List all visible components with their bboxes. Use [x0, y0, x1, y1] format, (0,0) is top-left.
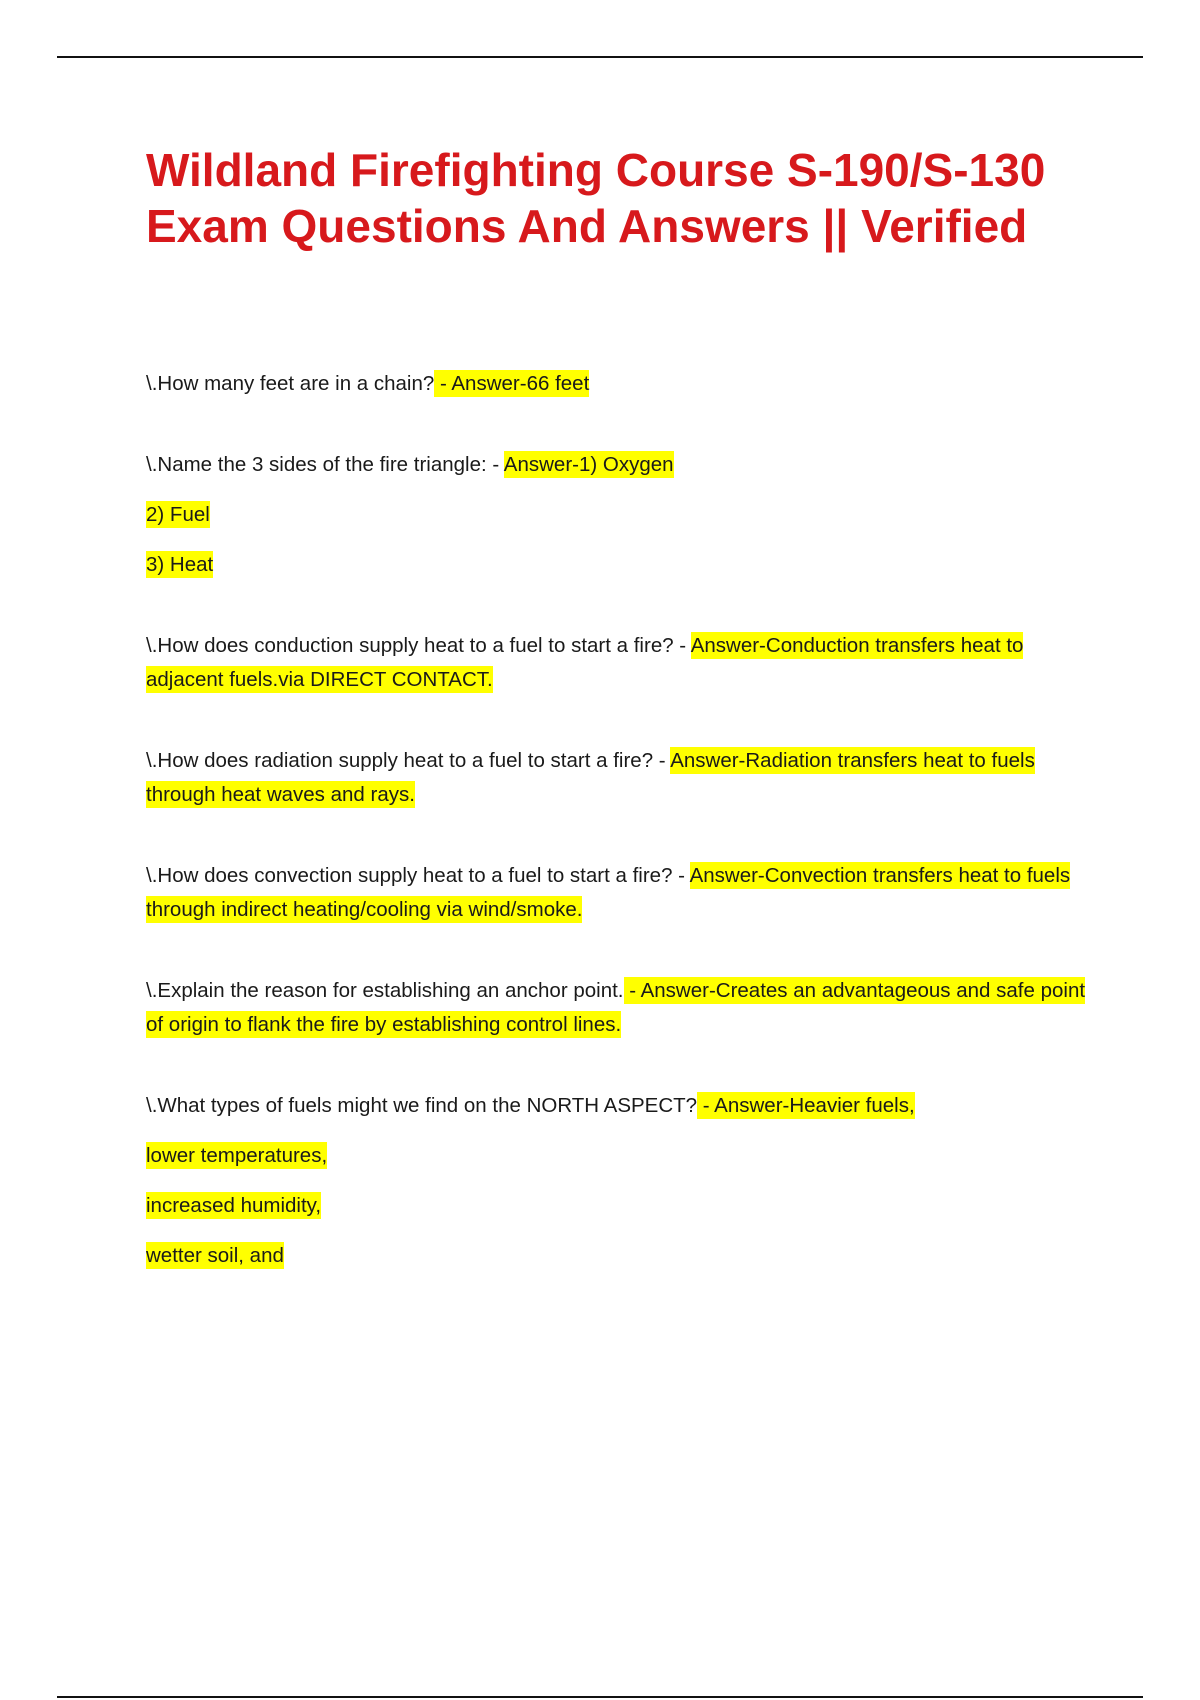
answer-continuation	[146, 1139, 1106, 1173]
qa-item	[146, 744, 1106, 812]
question-text: \.How does conduction supply heat to a fuel to start a fire? -	[146, 634, 691, 657]
header-rule	[57, 56, 1143, 58]
question-line	[146, 744, 1106, 812]
qa-item	[146, 1089, 1106, 1273]
answer-text: - Answer-66 feet	[434, 372, 590, 395]
answer-continuation	[146, 498, 1106, 532]
question-line	[146, 1089, 1106, 1123]
answer-text: wetter soil, and	[146, 1244, 284, 1267]
qa-item	[146, 629, 1106, 697]
answer-continuation	[146, 1239, 1106, 1273]
answer-continuation	[146, 548, 1106, 582]
answer-text: Answer-1) Oxygen	[503, 453, 674, 476]
question-line	[146, 367, 1106, 401]
question-text: \.Explain the reason for establishing an anchor point.	[146, 979, 624, 1002]
question-text: \.How does radiation supply heat to a fuel to start a fire? -	[146, 749, 671, 772]
document-title: Wildland Firefighting Course S-190/S-130 Exam Questions And Answers || Verified	[146, 144, 1046, 252]
document-body	[146, 142, 1106, 1320]
qa-item	[146, 367, 1106, 401]
answer-text: - Answer-Heavier fuels,	[697, 1094, 915, 1117]
question-line	[146, 629, 1106, 697]
answer-text: lower temperatures,	[146, 1144, 328, 1167]
answer-continuation	[146, 1189, 1106, 1223]
answer-text: Answer-Conduction transfers heat to adjacent fuels.via DIRECT CONTACT.	[146, 634, 1024, 691]
question-line	[146, 448, 1106, 482]
answer-text: Answer-Radiation transfers heat to fuels through heat waves and rays.	[146, 749, 1035, 806]
footer-rule	[57, 1696, 1143, 1698]
answer-text: Answer-Convection transfers heat to fuels through indirect heating/cooling via wind/smoke.	[146, 864, 1071, 921]
answer-text: 2) Fuel	[146, 503, 210, 526]
answer-text: 3) Heat	[146, 553, 214, 576]
qa-item	[146, 974, 1106, 1042]
qa-list	[146, 367, 1106, 1273]
answer-text: - Answer-Creates an advantageous and safe point of origin to flank the fire by establishing control lines.	[146, 979, 1086, 1036]
question-text: \.How does convection supply heat to a fuel to start a fire? -	[146, 864, 690, 887]
answer-text: increased humidity,	[146, 1194, 322, 1217]
question-text: \.How many feet are in a chain?	[146, 372, 435, 395]
qa-item	[146, 859, 1106, 927]
question-line	[146, 974, 1106, 1042]
question-text: \.Name the 3 sides of the fire triangle: -	[146, 453, 504, 476]
qa-item	[146, 448, 1106, 582]
question-line	[146, 859, 1106, 927]
question-text: \.What types of fuels might we find on the NORTH ASPECT?	[146, 1094, 698, 1117]
